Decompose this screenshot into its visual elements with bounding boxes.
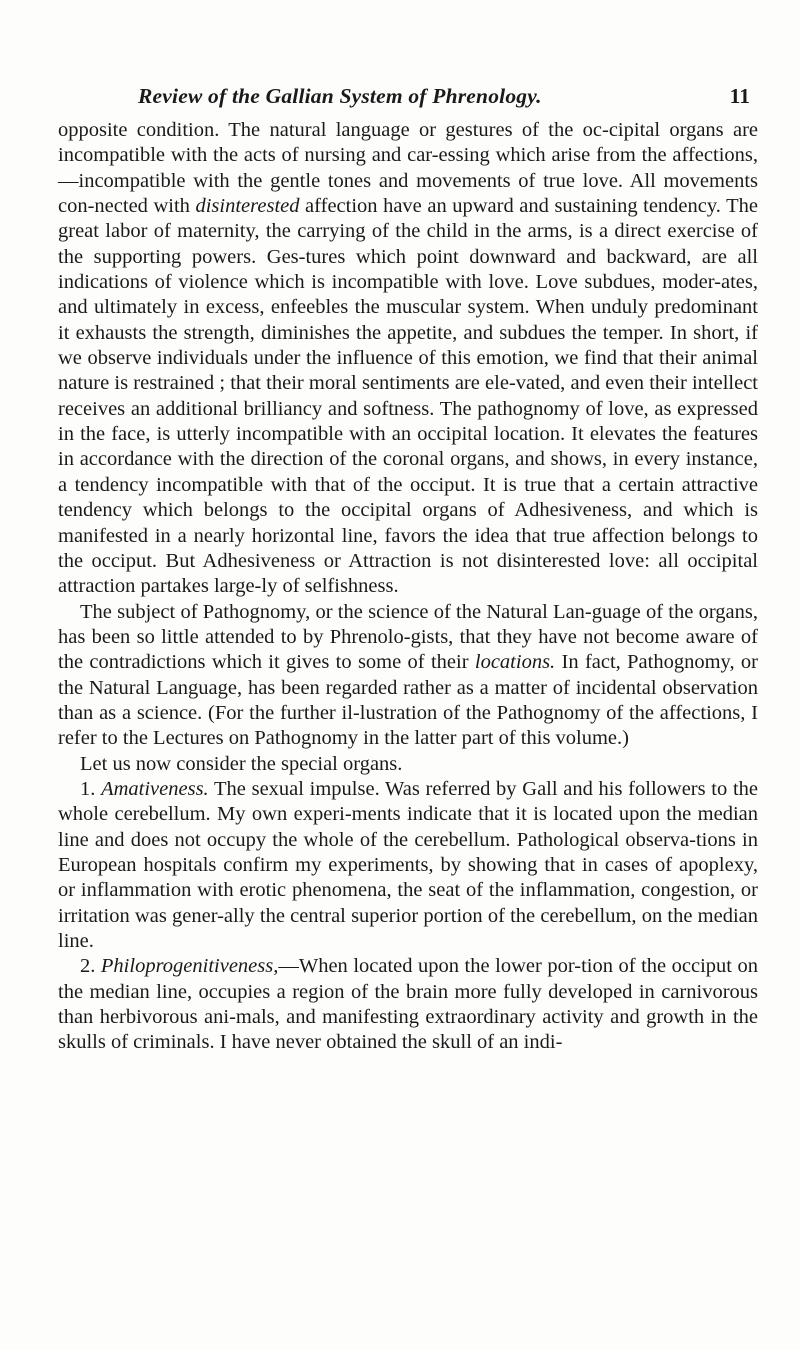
paragraph-3-text: Let us now consider the special organs. <box>80 752 403 775</box>
paragraph-1-emphasis: disinterested <box>195 195 300 218</box>
paragraph-4-text: The sexual impulse. Was referred by Gall and his followers to the whole cerebellum. My own experi-ments indicate that it is located upon the median line and does not occupy the whole of the cerebellum. Pathological observa-tions in European hospitals confirm my experiments, by showing that in cases of apoplexy, or inflammation with erotic phenomena, the seat of the inflammation, congestion, or irritation was gener-ally the central superior portion of the cerebellum, on the median line. <box>58 777 758 952</box>
page-number: 11 <box>729 84 750 108</box>
paragraph-2 <box>58 600 758 752</box>
paragraph-5-text: —When located upon the lower por-tion of the occiput on the median line, occupies a region of the brain more fully developed in carnivorous than herbivorous ani-mals, and manifesting extraordinary activity and growth in the skulls of criminals. I have never obtained the skull of an indi- <box>58 955 759 1054</box>
body-text <box>58 118 758 1056</box>
paragraph-1 <box>58 118 758 600</box>
paragraph-5-number: 2. <box>80 955 101 978</box>
running-head <box>100 84 750 112</box>
paragraph-3 <box>58 752 758 777</box>
paragraph-5 <box>58 954 758 1055</box>
paragraph-2-text-b: In fact, Pathognomy, or the Natural Language, has been regarded rather as a matter of incidental observation than as a science. (For the further il-lustration of the Pathognomy of the affections, I refer to the Lectures on Pathognomy in the latter part of this volume.) <box>58 651 758 750</box>
paragraph-5-heading: Philoprogenitiveness, <box>100 955 279 978</box>
paragraph-1-text-a: opposite condition. The natural language or gestures of the oc-cipital organs are incompatible with the acts of nursing and car-essing which arise from the affections,—incompatible with the gentle tones and movements of true love. All movements con-nected with <box>58 119 758 218</box>
paragraph-4-heading: Amativeness. <box>101 777 209 800</box>
paragraph-4 <box>58 777 758 954</box>
paragraph-1-text-b: affection have an upward and sustaining tendency. The great labor of maternity, the carrying of the child in the arms, is a direct exercise of the supporting powers. Ges-tures which point downward and backward, are all indications of violence which is incompatible with love. Love subdues, moder-ates, and ultimately in excess, enfeebles the muscular system. When unduly predominant it exhausts the strength, diminishes the appetite, and subdues the temper. In short, if we observe individuals under the influence of this emotion, we find that their animal nature is restrained ; that their moral sentiments are ele-vated, and even their intellect receives an additional brilliancy and softness. The pathognomy of love, as expressed in the face, is utterly incompatible with an occipital location. It elevates the features in accordance with the direction of the coronal organs, and shows, in every instance, a tendency incompatible with that of the occiput. It is true that a certain attractive tendency which belongs to the occipital organs of Adhesiveness, and which is manifested in a nearly horizontal line, favors the idea that true affection belongs to the occiput. But Adhesiveness or Attraction is not disinterested love: all occipital attraction partakes large-ly of selfishness. <box>58 195 758 598</box>
running-title: Review of the Gallian System of Phrenology. <box>138 84 542 108</box>
paragraph-4-number: 1. <box>80 777 102 800</box>
paragraph-2-text-a: The subject of Pathognomy, or the science of the Natural Lan-guage of the organs, has been so little attended to by Phrenolo-gists, that they have not become aware of the contradictions which it gives to some of their <box>58 600 758 674</box>
paragraph-2-emphasis: locations. <box>474 651 556 674</box>
